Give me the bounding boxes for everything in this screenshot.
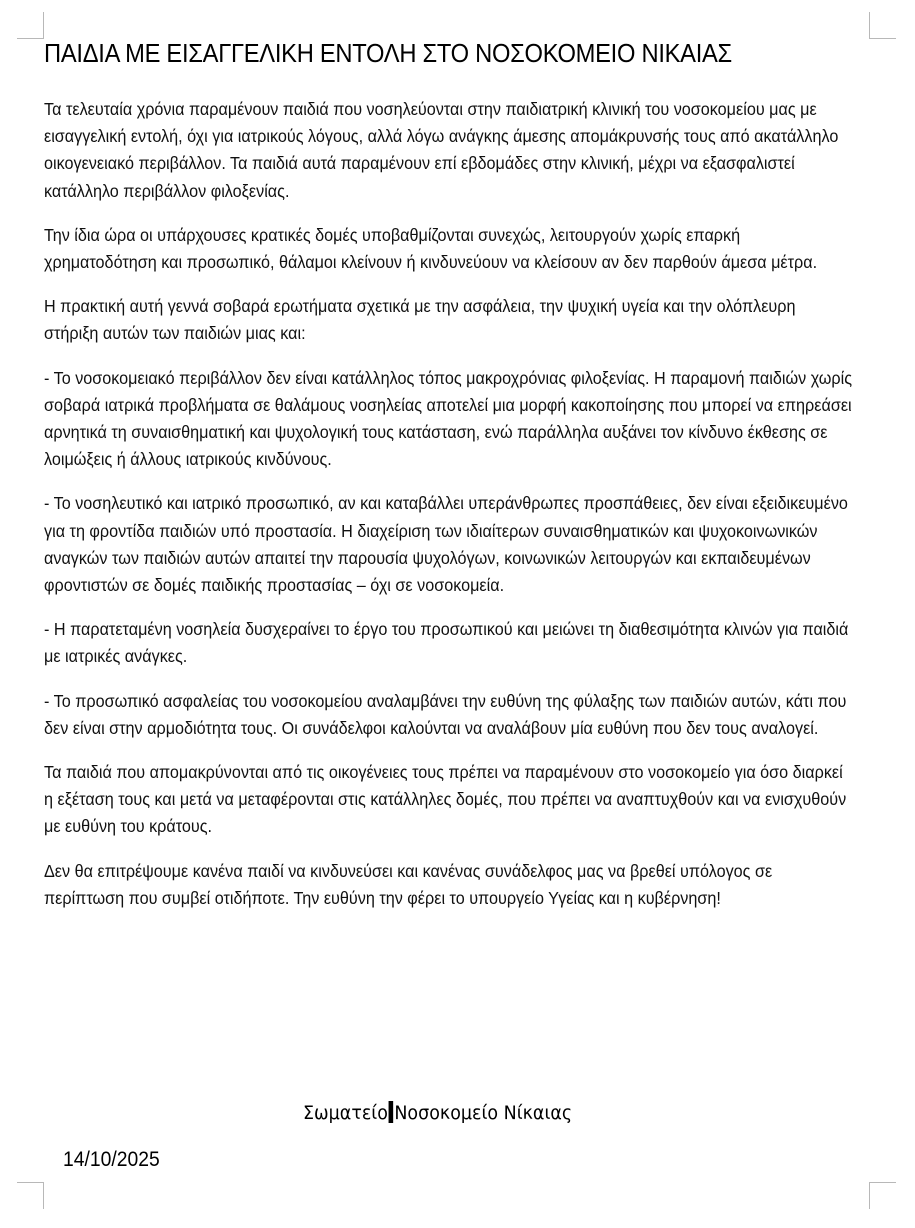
bullet-prolonged-stay[interactable]: - Η παρατεταμένη νοσηλεία δυσχεραίνει το έργο του προσωπικού και μειώνει τη διαθεσιμότητα κλινών για παιδιά με ιατρικές ανάγκες. bbox=[44, 619, 849, 667]
signature-part-2: Νοσοκομείο Νίκαιας bbox=[394, 1102, 573, 1124]
bullet-medical-staff[interactable]: - Το νοσηλευτικό και ιατρικό προσωπικό, αν και καταβάλλει υπεράνθρωπες προσπάθειες, δεν είναι εξειδικευμένο για τη φροντίδα παιδιών υπό προστασία. Η διαχείριση των ιδιαίτερων συναισθηματικών και ψυχοκοινωνικών αναγκών των παιδιών αυτών απαιτεί την παρουσία ψυχολόγων, κοινωνικών λειτουργών και εκπαιδευμένων φροντιστών σε δομές παιδικής προστασίας – όχι σε νοσοκομεία. bbox=[44, 493, 848, 596]
signature[interactable] bbox=[303, 1101, 572, 1124]
paragraph-intro[interactable]: Τα τελευταία χρόνια παραμένουν παιδιά που νοσηλεύονται στην παιδιατρική κλινική του νοσοκομείου μας με εισαγγελική εντολή, όχι για ιατρικούς λόγους, αλλά λόγω ανάγκης άμεσης απομάκρυνσής τους από ακατάλληλο οικογενειακό περιβάλλον. Τα παιδιά αυτά παραμένουν επί εβδομάδες στην κλινική, μέχρι να εξασφαλιστεί κατάλληλο περιβάλλον φιλοξενίας. bbox=[44, 99, 839, 201]
document-body[interactable] bbox=[44, 96, 854, 929]
paragraph-conclusion[interactable]: Δεν θα επιτρέψουμε κανένα παιδί να κινδυνεύσει και κανένας συνάδελφος μας να βρεθεί υπόλογος σε περίπτωση που συμβεί οτιδήποτε. Την ευθύνη την φέρει το υπουργείο Υγείας και η κυβέρνηση! bbox=[44, 860, 773, 908]
text-cursor bbox=[389, 1101, 394, 1123]
page-corner-mark-bottom-left bbox=[17, 1182, 44, 1209]
paragraph-demand[interactable]: Τα παιδιά που απομακρύνονται από τις οικογένειες τους πρέπει να παραμένουν στο νοσοκομείο για όσο διαρκεί η εξέταση τους και μετά να μεταφέρονται στις κατάλληλες δομές, που πρέπει να αναπτυχθούν και να ενισχυθούν με ευθύνη του κράτους. bbox=[44, 762, 847, 837]
paragraph-questions[interactable]: Η πρακτική αυτή γεννά σοβαρά ερωτήματα σχετικά με την ασφάλεια, την ψυχική υγεία και την ολόπλευρη στήριξη αυτών των παιδιών μιας και: bbox=[44, 296, 796, 344]
signature-part-1: Σωματείο bbox=[303, 1102, 388, 1124]
page-corner-mark-top-right bbox=[869, 12, 896, 39]
document-title: ΠΑΙΔΙΑ ΜΕ ΕΙΣΑΓΓΕΛΙΚΗ ΕΝΤΟΛΗ ΣΤΟ ΝΟΣΟΚΟΜΕΙΟ ΝΙΚΑΙΑΣ bbox=[44, 40, 732, 68]
bullet-hospital-environment[interactable]: - Το νοσοκομειακό περιβάλλον δεν είναι κατάλληλος τόπος μακροχρόνιας φιλοξενίας. Η παραμονή παιδιών χωρίς σοβαρά ιατρικά προβλήματα σε θαλάμους νοσηλείας αποτελεί μια μορφή κακοποίησης που μπορεί να επηρεάσει αρνητικά τη συναισθηματική και ψυχολογική τους κατάσταση, ενώ παράλληλα αυξάνει τον κίνδυνο έκθεσης σε λοιμώξεις ή άλλους ιατρικούς κινδύνους. bbox=[44, 367, 853, 470]
bullet-security-staff[interactable]: - Το προσωπικό ασφαλείας του νοσοκομείου αναλαμβάνει την ευθύνη της φύλαξης των παιδιών αυτών, κάτι που δεν είναι στην αρμοδιότητα τους. Οι συνάδελφοι καλούνται να αναλάβουν μία ευθύνη που δεν τους αναλογεί. bbox=[44, 690, 847, 738]
paragraph-state-structures[interactable]: Την ίδια ώρα οι υπάρχουσες κρατικές δομές υποβαθμίζονται συνεχώς, λειτουργούν χωρίς επαρκή χρηματοδότηση και προσωπικό, θάλαμοι κλείνουν ή κινδυνεύουν να κλείσουν αν δεν παρθούν άμεσα μέτρα. bbox=[44, 224, 818, 273]
document-date[interactable]: 14/10/2025 bbox=[63, 1148, 160, 1171]
page-corner-mark-top-left bbox=[17, 12, 44, 39]
page-corner-mark-bottom-right bbox=[869, 1182, 896, 1209]
